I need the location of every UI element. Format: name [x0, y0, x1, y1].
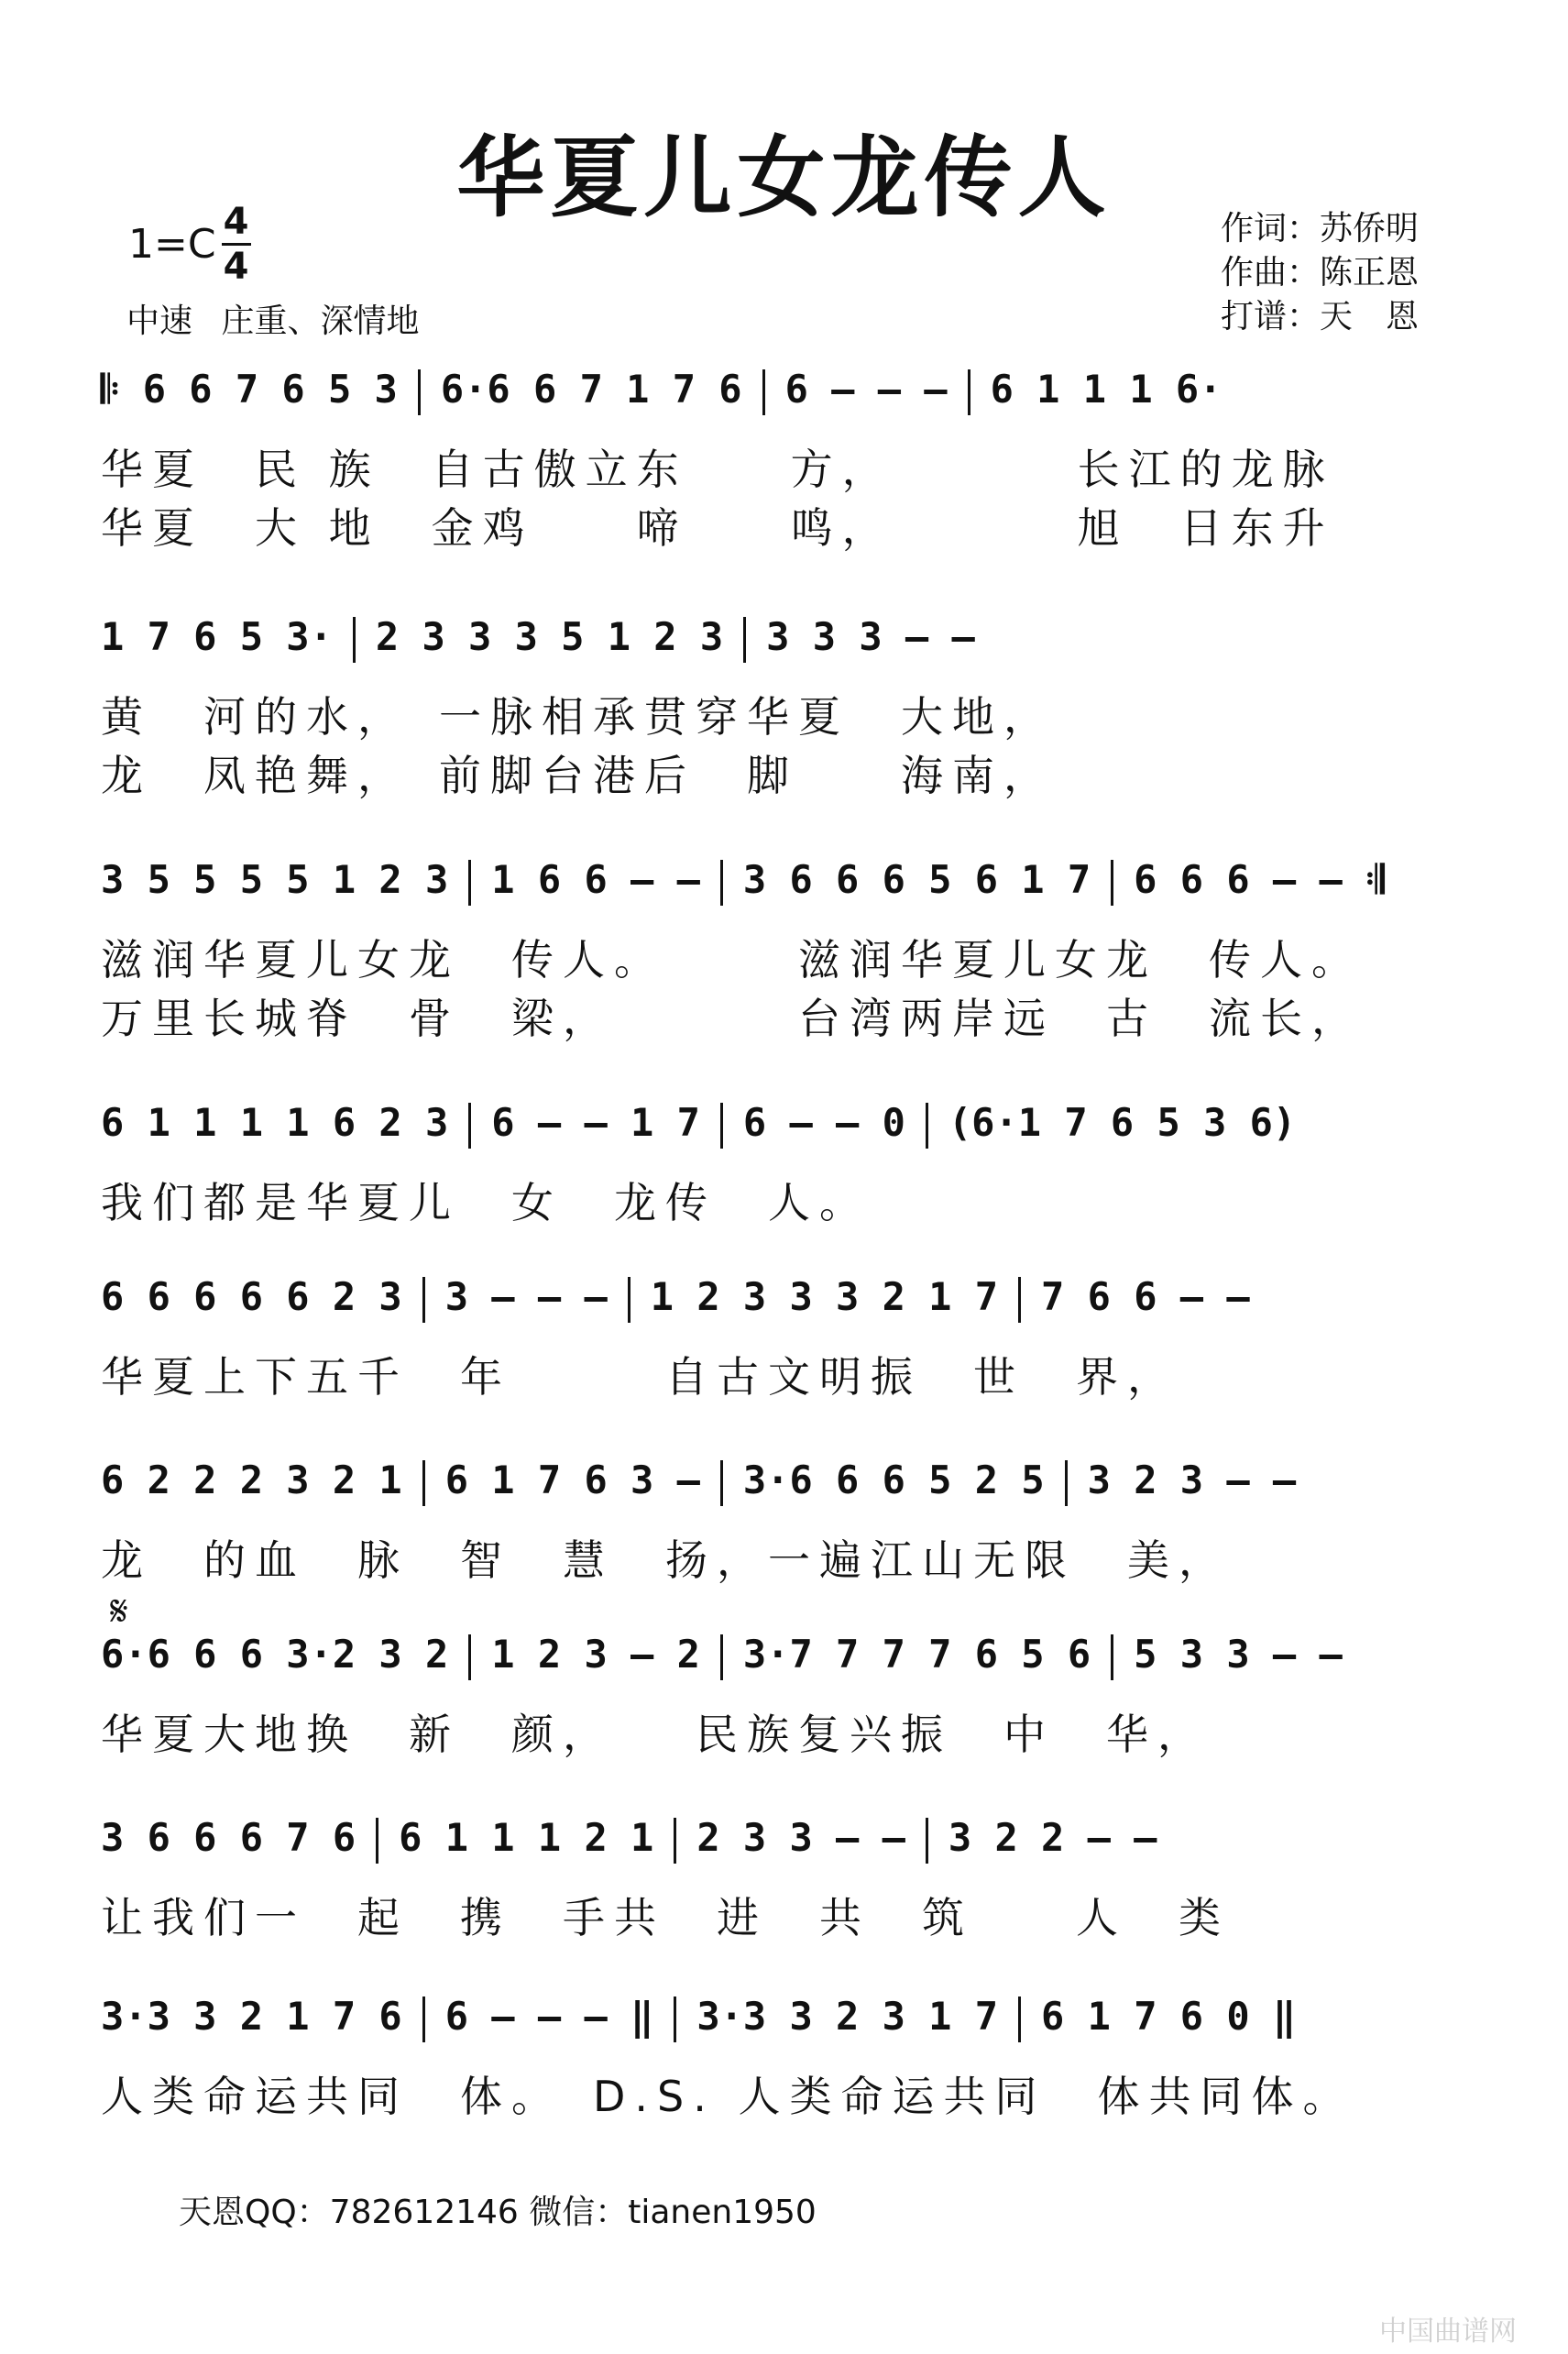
- measure: 7 6 6 – –: [1041, 1274, 1250, 1319]
- score-system: [101, 367, 1457, 557]
- lyric-line: 滋润华夏儿女龙 传人。 滋润华夏儿女龙 传人。: [101, 935, 1363, 984]
- measure: 1 2 3 3 3 2 1 7: [650, 1274, 999, 1319]
- notes-line: [101, 1100, 1457, 1173]
- barline: [468, 1634, 471, 1680]
- measure: 6·6 6 6 3·2 3 2: [101, 1632, 449, 1677]
- barline: [422, 1460, 425, 1506]
- measure: 3·3 3 2 3 1 7: [696, 1994, 999, 2039]
- measure: 6 – – 1 7: [491, 1100, 700, 1145]
- barline: [1018, 1996, 1021, 2042]
- barline: [926, 1103, 928, 1149]
- measure: 3 3 3 – –: [766, 614, 975, 659]
- barline: [720, 1103, 723, 1149]
- lyric-line: 万里长城脊 骨 梁， 台湾两岸远 古 流长，: [101, 994, 1363, 1043]
- score-system: [101, 857, 1457, 1048]
- measure: 6 1 1 1 1 6 2 3: [101, 1100, 449, 1145]
- barline: [1111, 1634, 1113, 1680]
- measure: 5 3 3 – –: [1134, 1632, 1343, 1677]
- time-signature: [222, 201, 251, 288]
- score-system: [101, 1274, 1457, 1406]
- measure: 6 – – –: [784, 367, 948, 412]
- measure: (6·1 7 6 5 3 6): [948, 1100, 1297, 1145]
- notes-line: [101, 1994, 1457, 2067]
- lyric-line: 龙 凤艳舞， 前脚台港后 脚 海南，: [101, 751, 1055, 800]
- barline: [720, 860, 723, 906]
- barline: [1018, 1277, 1021, 1323]
- lyric-line: 华夏 民 族 自古傲立东 方， 长江的龙脉: [101, 445, 1334, 494]
- lyric-line: 华夏 大 地 金鸡 啼 鸣， 旭 日东升: [101, 503, 1334, 553]
- notes-line: [101, 614, 1457, 688]
- barline: [674, 1996, 676, 2042]
- barline: [422, 1277, 425, 1323]
- notes-line: [101, 1458, 1457, 1531]
- measure: 6·6 6 7 1 7 6: [440, 367, 742, 412]
- measure: 3 6 6 6 5 6 1 7: [742, 857, 1091, 902]
- tempo-marking: 中速 庄重、深情地: [126, 302, 420, 340]
- notes-line: [101, 857, 1457, 930]
- measure: 3·7 7 7 7 6 5 6: [742, 1632, 1091, 1677]
- notes-line: [101, 1274, 1457, 1348]
- score-system: [101, 1994, 1457, 2126]
- measure: 1 6 6 – –: [491, 857, 700, 902]
- measure: 2 3 3 3 5 1 2 3: [375, 614, 724, 659]
- barline: [968, 369, 970, 415]
- barline: [743, 617, 746, 663]
- measure: 1 2 3 – 2: [491, 1632, 700, 1677]
- lyric-line: 华夏大地换 新 颜， 民族复兴振 中 华，: [101, 1710, 1209, 1759]
- lyric-line: 华夏上下五千 年 自古文明振 世 界，: [101, 1352, 1179, 1402]
- measure: 6 6 6 – – 𝄇: [1134, 857, 1385, 902]
- barline: [762, 369, 765, 415]
- measure: 3 5 5 5 5 1 2 3: [101, 857, 449, 902]
- score-system: [101, 1458, 1457, 1590]
- lyric-line: 让我们一 起 携 手共 进 共 筑 人 类: [101, 1893, 1230, 1942]
- barline: [376, 1818, 378, 1864]
- watermark: 中国曲谱网: [1379, 2316, 1517, 2348]
- score-system: [101, 614, 1457, 805]
- transcriber: 打谱：天 恩: [1221, 298, 1420, 336]
- song-title: 华夏儿女龙传人: [456, 126, 1112, 229]
- time-bottom: 4: [223, 246, 249, 288]
- notes-line: [101, 367, 1457, 440]
- barline: [926, 1818, 928, 1864]
- measure: 3 – – –: [444, 1274, 608, 1319]
- measure: 6 1 1 1 2 1: [399, 1815, 654, 1860]
- key-signature: [128, 201, 251, 288]
- barline: [468, 1103, 471, 1149]
- measure: 6 1 7 6 3 –: [444, 1458, 700, 1502]
- lyric-line: 龙 的血 脉 智 慧 扬，一遍江山无限 美，: [101, 1535, 1230, 1585]
- time-top: 4: [223, 201, 249, 243]
- notes-line: [101, 1632, 1457, 1705]
- measure: 1 7 6 5 3·: [101, 614, 333, 659]
- barline: [720, 1634, 723, 1680]
- score-system: [101, 1815, 1457, 1947]
- measure: 6 – – – ‖: [444, 1994, 654, 2039]
- lyricist: 作词：苏侨明: [1221, 210, 1420, 248]
- barline: [422, 1996, 425, 2042]
- barline: [720, 1460, 723, 1506]
- measure: 3 2 3 – –: [1087, 1458, 1297, 1502]
- score-system: [101, 1632, 1457, 1764]
- credits: [1221, 207, 1419, 339]
- composer: 作曲：陈正恩: [1221, 254, 1420, 292]
- measure: 6 6 6 6 6 2 3: [101, 1274, 402, 1319]
- barline: [468, 860, 471, 906]
- segno-sign: 𝄋: [110, 1586, 128, 1635]
- measure: 6 2 2 2 3 2 1: [101, 1458, 402, 1502]
- footer-contact: 天恩QQ：782612146 微信：tianen1950: [179, 2194, 817, 2231]
- measure: 3 2 2 – –: [948, 1815, 1157, 1860]
- lyric-line: 我们都是华夏儿 女 龙传 人。: [101, 1178, 871, 1227]
- score-system: [101, 1100, 1457, 1232]
- measure: 3 6 6 6 7 6: [101, 1815, 356, 1860]
- measure: 6 1 1 1 6·: [990, 367, 1223, 412]
- notes-line: [101, 1815, 1457, 1888]
- key-label: 1=C: [128, 221, 216, 268]
- measure: 𝄆 6 6 7 6 5 3: [101, 367, 398, 412]
- lyric-line: 黄 河的水， 一脉相承贯穿华夏 大地，: [101, 692, 1055, 742]
- barline: [418, 369, 421, 415]
- lyric-line: 人类命运共同 体。 D.S. 人类命运共同 体共同体。: [101, 2072, 1354, 2121]
- barline: [628, 1277, 630, 1323]
- measure: 3·3 3 2 1 7 6: [101, 1994, 402, 2039]
- measure: 2 3 3 – –: [696, 1815, 905, 1860]
- barline: [1065, 1460, 1068, 1506]
- barline: [353, 617, 356, 663]
- measure: 3·6 6 6 5 2 5: [742, 1458, 1045, 1502]
- barline: [674, 1818, 676, 1864]
- measure: 6 – – 0: [742, 1100, 905, 1145]
- barline: [1111, 860, 1113, 906]
- measure: 6 1 7 6 0 ‖: [1041, 1994, 1297, 2039]
